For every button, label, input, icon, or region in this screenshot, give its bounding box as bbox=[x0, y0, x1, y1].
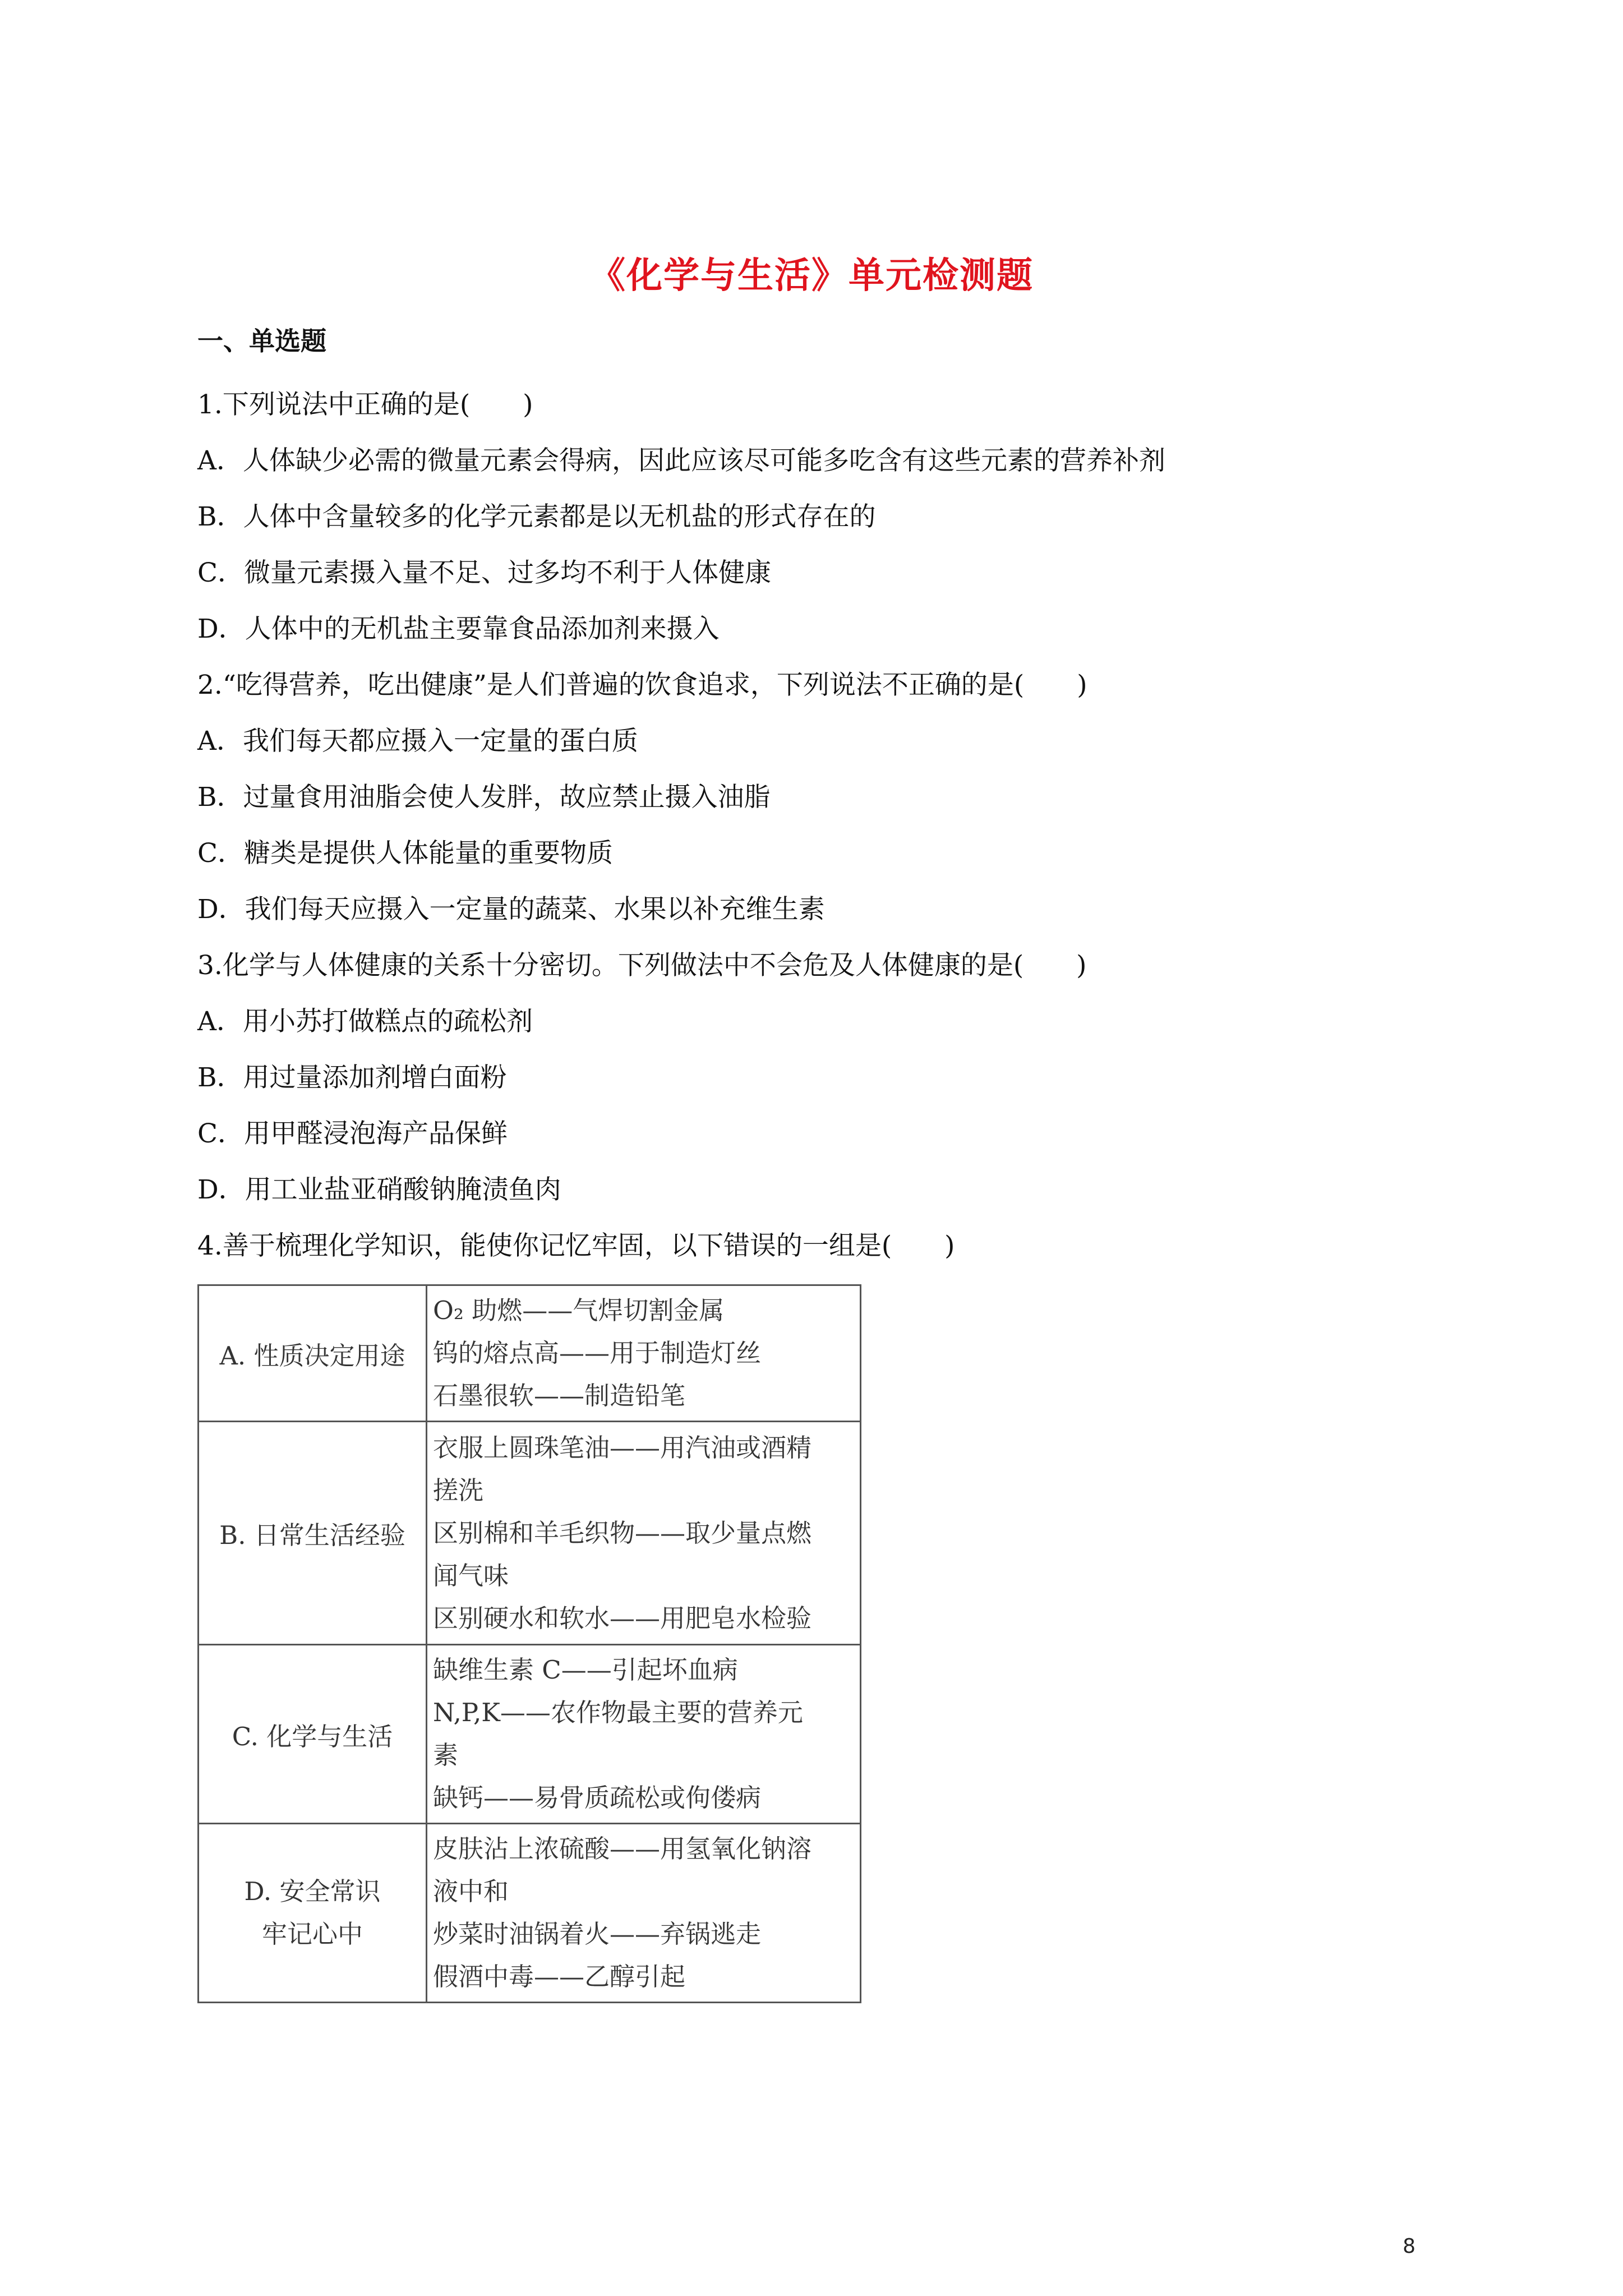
question-1-option-a: A．人体缺少必需的微量元素会得病，因此应该尽可能多吃含有这些元素的营养补剂 bbox=[197, 445, 1165, 476]
table-row-label bbox=[199, 1285, 427, 1422]
row-content-line: 炒菜时油锅着火——弃锅逃走 bbox=[433, 1919, 762, 1949]
table-row-label bbox=[199, 1824, 427, 2003]
row-label-line: 牢记心中 bbox=[261, 1919, 363, 1949]
row-content-line: 缺维生素 C——引起坏血病 bbox=[433, 1655, 738, 1685]
row-content-line: O₂ 助燃——气焊切割金属 bbox=[433, 1295, 725, 1325]
question-3-option-b: B．用过量添加剂增白面粉 bbox=[197, 1062, 507, 1093]
question-3-option-c: C．用甲醛浸泡海产品保鲜 bbox=[197, 1118, 508, 1149]
row-content-line: 假酒中毒——乙醇引起 bbox=[433, 1962, 686, 1991]
question-1-option-d: D．人体中的无机盐主要靠食品添加剂来摄入 bbox=[197, 614, 720, 644]
question-3-option-d: D．用工业盐亚硝酸钠腌渍鱼肉 bbox=[197, 1174, 561, 1205]
table-row-content bbox=[427, 1285, 861, 1422]
row-content-line: 缺钙——易骨质疏松或佝偻病 bbox=[433, 1783, 762, 1813]
row-content-line: 钨的熔点高——用于制造灯丝 bbox=[433, 1338, 762, 1368]
table-row-content bbox=[427, 1645, 861, 1824]
table-row bbox=[199, 1824, 861, 2003]
question-2-stem: 2.“吃得营养，吃出健康”是人们普遍的饮食追求，下列说法不正确的是( ) bbox=[197, 670, 1087, 700]
row-content-line: 液中和 bbox=[433, 1877, 509, 1906]
row-label-line: A. 性质决定用途 bbox=[219, 1340, 405, 1371]
knowledge-table bbox=[197, 1284, 861, 2003]
row-content-line: N,P,K——农作物最主要的营养元 bbox=[433, 1698, 803, 1727]
question-2-option-c: C．糖类是提供人体能量的重要物质 bbox=[197, 838, 613, 869]
row-content-line: 闻气味 bbox=[433, 1560, 509, 1590]
question-1-option-b: B．人体中含量较多的化学元素都是以无机盐的形式存在的 bbox=[197, 501, 876, 532]
question-3-stem: 3.化学与人体健康的关系十分密切。下列做法中不会危及人体健康的是( ) bbox=[197, 950, 1087, 981]
question-2-option-b: B．过量食用油脂会使人发胖，故应禁止摄入油脂 bbox=[197, 782, 771, 813]
knowledge-table-wrap bbox=[197, 1284, 1431, 2003]
row-content-line: 衣服上圆珠笔油——用汽油或酒精 bbox=[433, 1432, 812, 1463]
row-content-line: 素 bbox=[433, 1740, 459, 1770]
question-content bbox=[197, 377, 1431, 2003]
row-label-line: C. 化学与生活 bbox=[232, 1721, 393, 1751]
table-row bbox=[199, 1422, 861, 1645]
table-row bbox=[199, 1645, 861, 1824]
row-label-line: B. 日常生活经验 bbox=[219, 1520, 405, 1550]
question-4-stem: 4.善于梳理化学知识，能使你记忆牢固，以下错误的一组是( ) bbox=[197, 1230, 955, 1261]
section-heading: 一、单选题 bbox=[197, 326, 326, 356]
row-content-line: 皮肤沾上浓硫酸——用氢氧化钠溶 bbox=[433, 1834, 812, 1864]
table-row-content bbox=[427, 1824, 861, 2003]
question-1-stem: 1.下列说法中正确的是( ) bbox=[197, 389, 533, 420]
question-2-option-d: D．我们每天应摄入一定量的蔬菜、水果以补充维生素 bbox=[197, 894, 825, 925]
row-content-line: 区别硬水和软水——用肥皂水检验 bbox=[433, 1603, 812, 1633]
table-row-label bbox=[199, 1422, 427, 1645]
row-content-line: 区别棉和羊毛织物——取少量点燃 bbox=[433, 1518, 812, 1548]
page-number: 8 bbox=[1403, 2235, 1415, 2258]
document-title: 《化学与生活》单元检测题 bbox=[589, 255, 1034, 297]
question-2-option-a: A．我们每天都应摄入一定量的蛋白质 bbox=[197, 726, 638, 757]
table-row-content bbox=[427, 1422, 861, 1645]
table-row bbox=[199, 1285, 861, 1422]
row-label-line: D. 安全常识 bbox=[244, 1877, 381, 1906]
question-3-option-a: A．用小苏打做糕点的疏松剂 bbox=[197, 1006, 533, 1037]
table-row-label bbox=[199, 1645, 427, 1824]
question-1-option-c: C．微量元素摄入量不足、过多均不利于人体健康 bbox=[197, 557, 771, 588]
row-content-line: 石墨很软——制造铅笔 bbox=[433, 1381, 686, 1410]
row-content-line: 搓洗 bbox=[433, 1475, 484, 1505]
